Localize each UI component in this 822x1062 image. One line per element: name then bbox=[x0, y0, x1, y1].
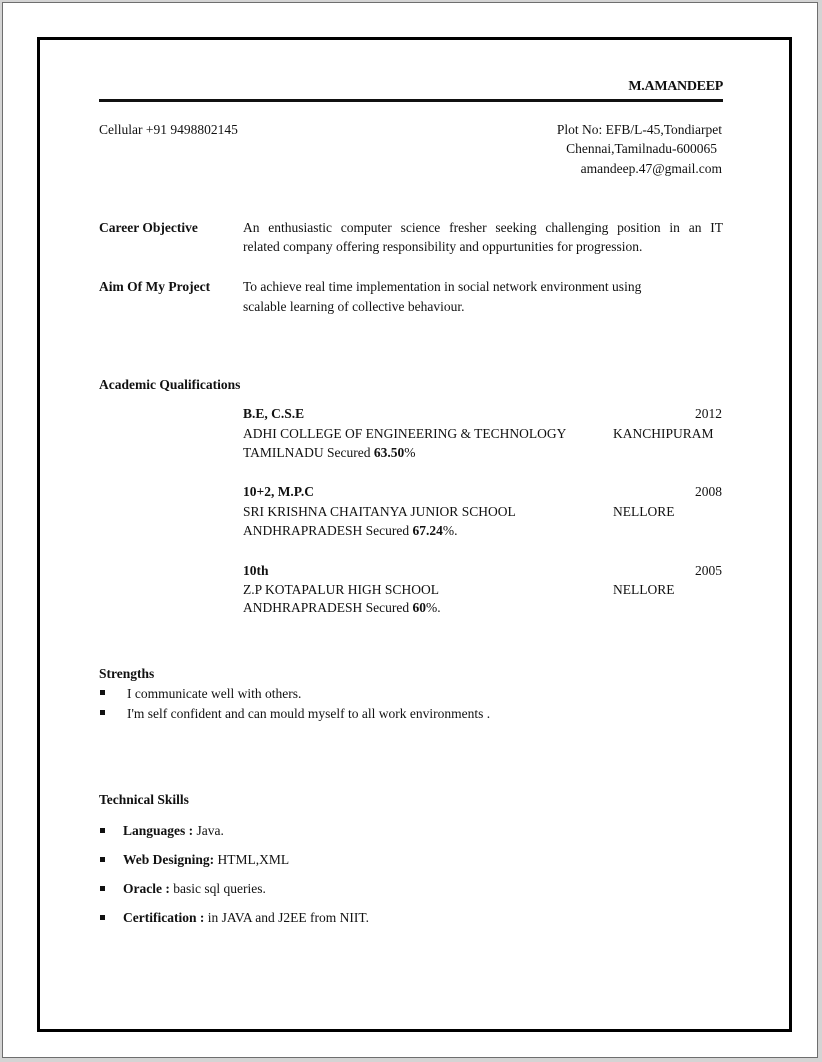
score-suffix: %. bbox=[442, 523, 458, 538]
address-line-2: Chennai,Tamilnadu-600065 bbox=[566, 141, 717, 156]
skill-value: HTML,XML bbox=[214, 852, 290, 867]
degree-year: 2008 bbox=[695, 484, 722, 499]
score-suffix: %. bbox=[426, 600, 441, 615]
institution-location: KANCHIPURAM bbox=[613, 426, 714, 441]
bullet-icon bbox=[100, 915, 105, 920]
strengths-heading: Strengths bbox=[99, 666, 155, 681]
strength-item: I'm self confident and can mould myself to all work environments . bbox=[127, 706, 491, 721]
skill-item bbox=[123, 908, 369, 927]
degree-year: 2005 bbox=[695, 563, 722, 578]
bullet-icon bbox=[100, 857, 105, 862]
degree-score-line bbox=[243, 521, 458, 540]
skill-value: Java. bbox=[196, 823, 224, 838]
skill-key: Languages : bbox=[123, 823, 197, 838]
skill-key: Certification : bbox=[123, 910, 208, 925]
skill-key: Web Designing: bbox=[123, 852, 215, 867]
state-text: ANDHRAPRADESH Secured bbox=[243, 600, 413, 615]
career-objective-line-1: An enthusiastic computer science fresher seeking challenging position in an IT bbox=[243, 220, 723, 235]
academics-heading: Academic Qualifications bbox=[99, 377, 241, 392]
candidate-name: M.AMANDEEP bbox=[628, 79, 723, 94]
bullet-icon bbox=[100, 886, 105, 891]
project-aim-line-2: scalable learning of collective behaviour. bbox=[243, 299, 465, 314]
state-text: ANDHRAPRADESH Secured bbox=[243, 523, 413, 538]
score-value: 63.50 bbox=[373, 445, 405, 460]
institution-name: ADHI COLLEGE OF ENGINEERING & TECHNOLOGY bbox=[243, 426, 567, 441]
degree-score-line bbox=[243, 443, 416, 462]
degree-title: 10th bbox=[243, 563, 269, 578]
bullet-icon bbox=[100, 710, 105, 715]
state-text: TAMILNADU Secured bbox=[243, 445, 374, 460]
strength-item: I communicate well with others. bbox=[127, 686, 302, 701]
institution-location: NELLORE bbox=[613, 582, 675, 597]
institution-location: NELLORE bbox=[613, 504, 675, 519]
institution-name: Z.P KOTAPALUR HIGH SCHOOL bbox=[243, 582, 439, 597]
skill-item bbox=[123, 879, 266, 898]
career-objective-label: Career Objective bbox=[99, 220, 198, 235]
score-suffix: % bbox=[404, 445, 416, 460]
skill-value: in JAVA and J2EE from NIIT. bbox=[207, 910, 369, 925]
career-objective-line-2: related company offering responsibility and oppurtunities for progression. bbox=[243, 239, 643, 254]
institution-name: SRI KRISHNA CHAITANYA JUNIOR SCHOOL bbox=[243, 504, 516, 519]
skill-item bbox=[123, 821, 224, 840]
score-value: 60 bbox=[412, 600, 426, 615]
degree-title: B.E, C.S.E bbox=[243, 406, 305, 421]
bullet-icon bbox=[100, 690, 105, 695]
degree-year: 2012 bbox=[695, 406, 722, 421]
score-value: 67.24 bbox=[412, 523, 443, 538]
degree-title: 10+2, M.P.C bbox=[243, 484, 314, 499]
skill-value: basic sql queries. bbox=[173, 881, 266, 896]
phone-number: Cellular +91 9498802145 bbox=[99, 122, 238, 137]
bullet-icon bbox=[100, 828, 105, 833]
technical-skills-heading: Technical Skills bbox=[99, 792, 189, 807]
project-aim-label: Aim Of My Project bbox=[99, 279, 211, 294]
header-divider bbox=[99, 99, 723, 102]
address-line-1: Plot No: EFB/L-45,Tondiarpet bbox=[556, 122, 722, 137]
skill-item bbox=[123, 850, 289, 869]
skill-key: Oracle : bbox=[123, 881, 174, 896]
degree-score-line bbox=[243, 598, 441, 617]
email-address: amandeep.47@gmail.com bbox=[580, 161, 722, 176]
project-aim-line-1: To achieve real time implementation in social network environment using bbox=[243, 279, 642, 294]
